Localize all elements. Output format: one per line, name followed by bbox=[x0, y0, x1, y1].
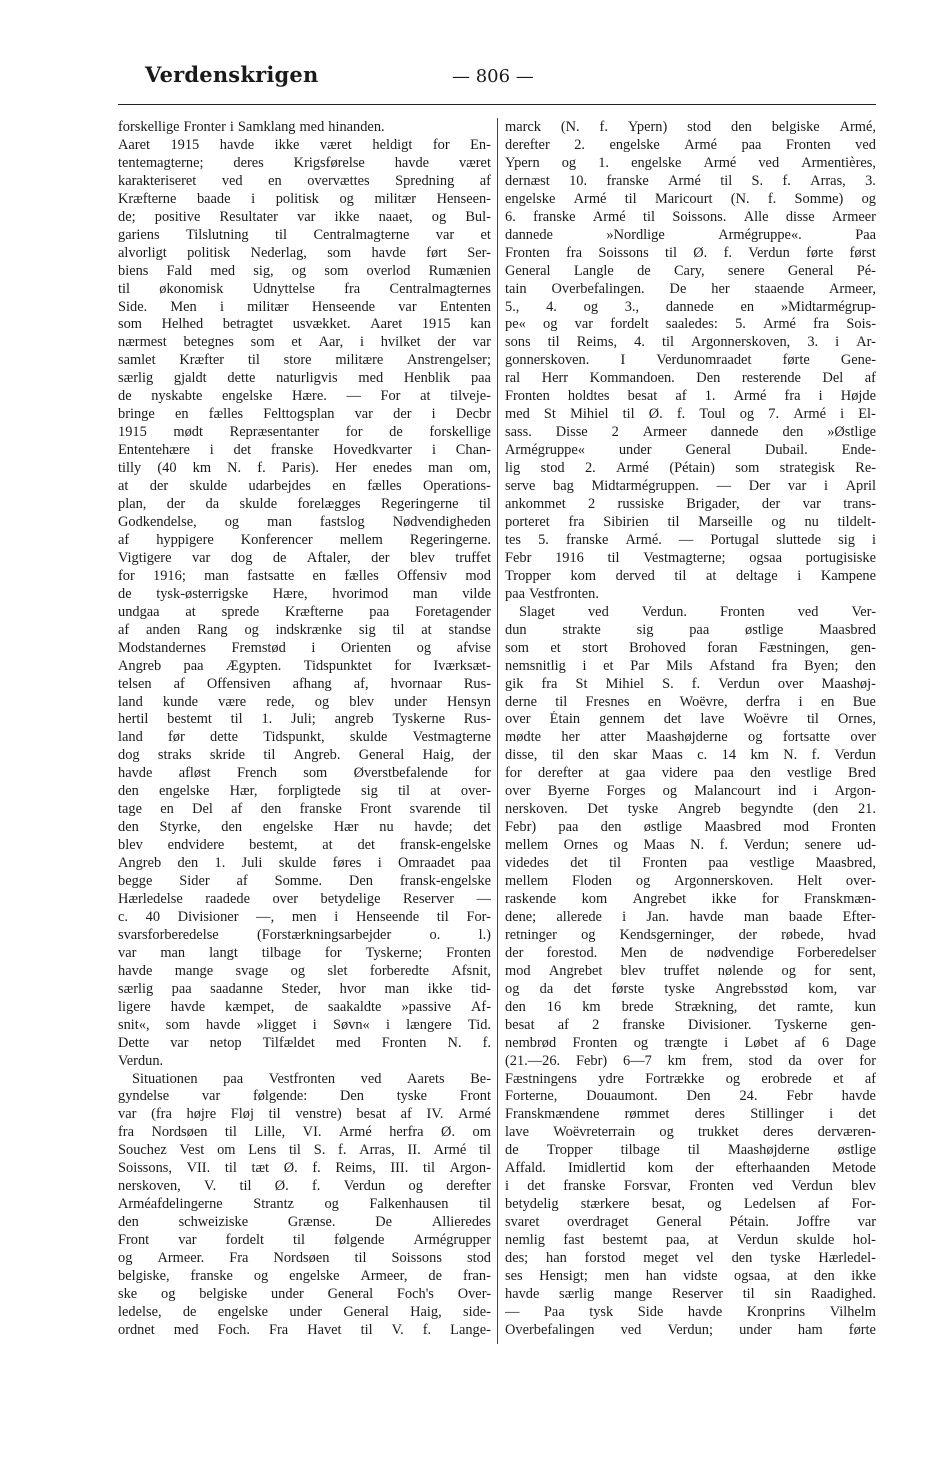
text-line: engelske Armé til Maricourt (N. f. Somme) og bbox=[505, 190, 876, 207]
text-line: Ypern og 1. engelske Armé ved Armentières, bbox=[505, 154, 876, 171]
text-line: i det franske Forsvar, Fronten ved Verdun blev bbox=[505, 1178, 876, 1195]
text-line: Fronten holdtes besat af 1. Armé fra i Højde bbox=[505, 388, 876, 405]
text-line: ral Herr Kommandoen. Den resterende Del af bbox=[505, 370, 876, 387]
text-line: dannede »Nordlige Armégruppe«. Paa bbox=[505, 226, 876, 243]
text-line: begge Sider af Somme. Den fransk-engelske bbox=[118, 873, 491, 890]
text-line: derne til Fresnes en Woëvre, derfra i en Bue bbox=[505, 693, 876, 710]
text-line: den schweiziske Grænse. De Allieredes bbox=[118, 1214, 491, 1231]
text-line: ledelse, de engelske under General Haig, side- bbox=[118, 1303, 491, 1320]
text-line: og Armeer. Fra Nordsøen til Soissons stod bbox=[118, 1250, 491, 1267]
text-line: mellem Ornes og Maas N. f. Verdun; senere ud- bbox=[505, 837, 876, 854]
text-line: Slaget ved Verdun. Fronten ved Ver- bbox=[519, 603, 876, 620]
right-text-column bbox=[505, 119, 876, 1340]
text-line: karakteriseret ved en overvættes Spredning af bbox=[118, 172, 491, 189]
text-line: besat af 2 franske Divisioner. Tyskerne gen- bbox=[505, 1016, 876, 1033]
text-line: dun strakte sig paa østlige Maasbred bbox=[505, 621, 876, 638]
text-line: mødte her atter Maashøjderne og fortsatte over bbox=[505, 729, 876, 746]
text-line: ligere havde kæmpet, de saakaldte »passive Af- bbox=[118, 998, 491, 1015]
text-line: Overbefalingen ved Verdun; under ham førte bbox=[505, 1321, 876, 1338]
text-line: paa Vestfronten. bbox=[505, 585, 599, 602]
text-line: dog straks skride til Angreb. General Haig, der bbox=[118, 747, 491, 764]
text-line: svarsforberedelse (Forstærkningsarbejder o. l.) bbox=[118, 926, 491, 943]
text-line: — Paa tysk Side havde Kronprins Vilhelm bbox=[505, 1303, 876, 1320]
text-line: de; positive Resultater var ikke naaet, og Bul- bbox=[118, 208, 491, 225]
text-line: disse, til den skar Maas c. 14 km N. f. Verdun bbox=[505, 747, 876, 764]
text-line: pe« og var fordelt saaledes: 5. Armé fra Sois- bbox=[505, 316, 876, 333]
text-line: havde særlig mange Reserver til sin Raadighed. bbox=[505, 1285, 876, 1302]
text-line: nemsnitlig i et Par Mils Afstand fra Byen; den bbox=[505, 657, 876, 674]
text-line: blev endvidere bestemt, at det fransk-engelske bbox=[118, 837, 491, 854]
text-line: der forestod. Men de nødvendige Forberedelser bbox=[505, 944, 876, 961]
page-number: — 806 — bbox=[452, 66, 534, 87]
text-line: Fæstningens ydre Fortrække og erobrede et af bbox=[505, 1070, 876, 1087]
text-line: gyndelse var følgende: Den tyske Front bbox=[118, 1088, 491, 1105]
text-line: sass. Disse 2 Armeer dannede den »Østlige bbox=[505, 424, 876, 441]
text-line: c. 40 Divisioner —, men i Henseende til For- bbox=[118, 908, 491, 925]
text-line: Godkendelse, og man fastslog Nødvendigheden bbox=[118, 513, 491, 530]
text-line: Fronten fra Soissons til Ø. f. Verdun førte først bbox=[505, 244, 876, 261]
text-line: dernæst 10. franske Armé til S. f. Arras, 3. bbox=[505, 172, 876, 189]
text-line: Dette var netop Tilfældet med Fronten N. f. bbox=[118, 1034, 491, 1051]
text-line: til økonomisk Udnyttelse fra Centralmagternes bbox=[118, 280, 491, 297]
text-line: betydelig stærkere besat, og Ledelsen af For- bbox=[505, 1196, 876, 1213]
text-line: Franskmændene rømmet deres Stillinger i det bbox=[505, 1106, 876, 1123]
text-line: land kunde være rede, og blev under Hensyn bbox=[118, 693, 491, 710]
text-line: havde mange svage og slet forberedte Afsnit, bbox=[118, 962, 491, 979]
text-line: var man langt tilbage for Tyskerne; Fronten bbox=[118, 944, 491, 961]
text-line: Febr 1916 til Vestmagterne; ogsaa portugisiske bbox=[505, 549, 876, 566]
text-line: nærmest betegnes som et Aar, i hvilket der var bbox=[118, 334, 491, 351]
text-line: Side. Men i militær Henseende var Ententen bbox=[118, 298, 491, 315]
text-line: Affald. Imidlertid kom der efterhaanden Metode bbox=[505, 1160, 876, 1177]
text-line: Armégruppe« under General Dubail. Ende- bbox=[505, 442, 876, 459]
text-line: sons til Reims, 4. til Argonnerskoven, 3. i Ar- bbox=[505, 334, 876, 351]
text-line: de tysk-østerrigske Hære, hvorimod man vilde bbox=[118, 585, 491, 602]
column-divider bbox=[497, 118, 498, 1344]
text-line: tentemagterne; deres Krigsførelse havde været bbox=[118, 154, 491, 171]
text-line: for derefter at gaa videre paa den vestlige Bred bbox=[505, 765, 876, 782]
text-line: Angreb den 1. Juli skulde føres i Omraadet paa bbox=[118, 855, 491, 872]
text-line: af hyppigere Konferencer mellem Regeringerne. bbox=[118, 531, 491, 548]
text-line: at der skulde udarbejdes en fælles Operations- bbox=[118, 478, 491, 495]
running-header-title: Verdenskrigen bbox=[145, 62, 319, 87]
text-line: nerskoven. Det tyske Angreb begyndte (den 21. bbox=[505, 801, 876, 818]
text-line: Vigtigere var dog de Aftaler, der blev truffet bbox=[118, 549, 491, 566]
text-line: Forterne, Douaumont. Den 24. Febr havde bbox=[505, 1088, 876, 1105]
text-line: særlig paa saadanne Steder, hvor man ikke tid- bbox=[118, 980, 491, 997]
text-line: tage en Del af den franske Front svarende til bbox=[118, 801, 491, 818]
text-line: marck (N. f. Ypern) stod den belgiske Armé, bbox=[505, 119, 876, 135]
text-line: biens Fald med sig, og som overlod Rumænien bbox=[118, 262, 491, 279]
text-line: snit«, som havde »ligget i Søvn« i længere Tid. bbox=[118, 1016, 491, 1033]
text-line: plan, der da skulde forelægges Regeringerne til bbox=[118, 496, 491, 513]
text-line: nerskoven, V. til Ø. f. Verdun og derefter bbox=[118, 1178, 491, 1195]
text-line: med St Mihiel til Ø. f. Toul og 7. Armé i El- bbox=[505, 406, 876, 423]
text-line: porteret fra Sibirien til Marseille og nu tildelt- bbox=[505, 513, 876, 530]
text-line: belgiske, franske og engelske Armeer, de fran- bbox=[118, 1268, 491, 1284]
text-line: 5., 4. og 3., dannede en »Midtarmégrup- bbox=[505, 298, 876, 315]
text-line: nembrød Fronten og trængte i Løbet af 6 Dage bbox=[505, 1034, 876, 1051]
text-line: som et stort Brohoved foran Fæstningen, gen- bbox=[505, 639, 876, 656]
text-line: dene; allerede i Jan. havde man baade Efter- bbox=[505, 908, 876, 925]
left-text-column bbox=[118, 119, 491, 1340]
text-line: Front var fordelt til følgende Armégrupper bbox=[118, 1232, 491, 1249]
text-line: hertil bestemt til 1. Juli; angreb Tyskerne Rus- bbox=[118, 711, 491, 728]
text-line: undgaa at sprede Kræfterne paa Foretagender bbox=[118, 603, 491, 620]
text-line: des; han forstod meget vel den tyske Hærledel- bbox=[505, 1250, 876, 1267]
text-line: alvorligt politisk Nederlag, som havde ført Ser- bbox=[118, 244, 491, 261]
text-line: raskende kom Angrebet ikke for Franskmæn- bbox=[505, 890, 876, 907]
text-line: over Étain gennem det lave Woëvre til Ornes, bbox=[505, 711, 876, 728]
text-line: Febr) paa den østlige Maasbred mod Fronten bbox=[505, 819, 876, 836]
text-line: gonnerskoven. I Verdunomraadet førte Gene- bbox=[505, 352, 876, 369]
text-line: derefter 2. engelske Armé paa Fronten ved bbox=[505, 136, 876, 153]
text-line: den Styrke, den engelske Hær nu havde; det bbox=[118, 819, 491, 836]
text-line: Souchez Vest om Lens til S. f. Arras, II. Armé til bbox=[118, 1142, 491, 1159]
text-line: 6. franske Armé til Soissons. Alle disse Armeer bbox=[505, 208, 876, 225]
text-line: mod Angrebet blev truffet nølende og for sent, bbox=[505, 962, 876, 979]
text-line: de nyskabte engelske Hære. — For at tilveje- bbox=[118, 388, 491, 405]
text-line: Hærledelse raadede over betydelige Reserver — bbox=[118, 890, 491, 907]
text-line: gariens Tilslutning til Centralmagterne var et bbox=[118, 226, 491, 243]
text-line: Kræfterne baade i politisk og militær Henseen- bbox=[118, 190, 491, 207]
text-line: nemlig fast bestemt paa, at Verdun skulde hol- bbox=[505, 1232, 876, 1249]
text-line: Ententehære i det franske Hovedkvarter i Chan- bbox=[118, 442, 491, 459]
text-line: telsen af Offensiven afhang af, hvornaar Rus- bbox=[118, 675, 491, 692]
text-line: svaret overdraget General Pétain. Joffre var bbox=[505, 1214, 876, 1231]
text-line: retninger og Kendsgerninger, der røbede, hvad bbox=[505, 926, 876, 943]
text-line: over Byerne Forges og Malancourt ind i Argon- bbox=[505, 783, 876, 800]
text-line: Modstandernes Fremstød i Orienten og afvise bbox=[118, 639, 491, 656]
text-line: land før dette Tidspunkt, skulde Vestmagterne bbox=[118, 729, 491, 746]
text-line: var (fra højre Fløj til venstre) besat af IV. Armé bbox=[118, 1106, 491, 1123]
text-line: General Langle de Cary, senere General Pé- bbox=[505, 262, 876, 279]
text-line: lig stod 2. Armé (Pétain) som strategisk Re- bbox=[505, 460, 876, 477]
text-line: af anden Rang og indskrænke sig til at standse bbox=[118, 621, 491, 638]
text-line: serve bag Midtarmégruppen. — Der var i April bbox=[505, 478, 876, 495]
text-line: Arméafdelingerne Strantz og Falkenhausen til bbox=[118, 1196, 491, 1213]
text-line: den engelske Hær, forpligtede sig til at over- bbox=[118, 783, 491, 800]
text-line: ske og belgiske under General Foch's Over- bbox=[118, 1285, 491, 1302]
text-line: særlig gjaldt dette naturligvis med Henblik paa bbox=[118, 370, 491, 387]
text-line: de Tropper tilbage til Maashøjderne østlige bbox=[505, 1142, 876, 1159]
text-line: videdes det til Fronten paa vestlige Maasbred, bbox=[505, 855, 876, 872]
text-line: forskellige Fronter i Samklang med hinanden. bbox=[118, 119, 385, 135]
text-line: som Helhed betragtet usvækket. Aaret 1915 kan bbox=[118, 316, 491, 333]
text-line: fra Nordsøen til Lille, VI. Armé herfra Ø. om bbox=[118, 1124, 491, 1141]
text-line: gik fra St Mihiel S. f. Verdun over Maashøj- bbox=[505, 675, 876, 692]
text-line: Angreb paa Ægypten. Tidspunktet for Iværksæt- bbox=[118, 657, 491, 674]
text-line: havde afløst French som Øverstbefalende for bbox=[118, 765, 491, 782]
text-line: ses Hensigt; men han vidste ogsaa, at den ikke bbox=[505, 1268, 876, 1284]
text-line: Verdun. bbox=[118, 1052, 164, 1069]
text-line: tain Overbefalingen. De her staaende Armeer, bbox=[505, 280, 876, 297]
text-line: Aaret 1915 havde ikke været heldigt for En- bbox=[118, 136, 491, 153]
text-line: den 16 km brede Strækning, det ramte, kun bbox=[505, 998, 876, 1015]
text-line: lave Woëvreterrain og trukket deres derværen- bbox=[505, 1124, 876, 1141]
text-line: mellem Floden og Argonnerskoven. Helt over- bbox=[505, 873, 876, 890]
text-line: 1915 mødt Repræsentanter for de forskellige bbox=[118, 424, 491, 441]
text-line: ordnet med Foch. Fra Havet til V. f. Lange- bbox=[118, 1321, 491, 1338]
text-line: ankommet 2 russiske Brigader, der var trans- bbox=[505, 496, 876, 513]
text-line: tilly (40 km N. f. Paris). Her enedes man om, bbox=[118, 460, 491, 477]
text-line: Soissons, VII. til tæt Ø. f. Reims, III. til Argon- bbox=[118, 1160, 491, 1177]
text-line: (21.—26. Febr) 6—7 km frem, stod da over for bbox=[505, 1052, 876, 1069]
text-line: samlet Kræfter til store militære Anstrengelser; bbox=[118, 352, 491, 369]
text-line: Tropper kom derved til at deltage i Kampene bbox=[505, 567, 876, 584]
text-line: Situationen paa Vestfronten ved Aarets Be- bbox=[132, 1070, 491, 1087]
text-line: og da det første tyske Angrebsstød kom, var bbox=[505, 980, 876, 997]
header-rule bbox=[118, 104, 876, 105]
text-line: tes 5. franske Armé. — Portugal sluttede sig i bbox=[505, 531, 876, 548]
text-line: for 1916; man fastsatte en fælles Offensiv mod bbox=[118, 567, 491, 584]
text-line: bringe en fælles Felttogsplan var der i Decbr bbox=[118, 406, 491, 423]
